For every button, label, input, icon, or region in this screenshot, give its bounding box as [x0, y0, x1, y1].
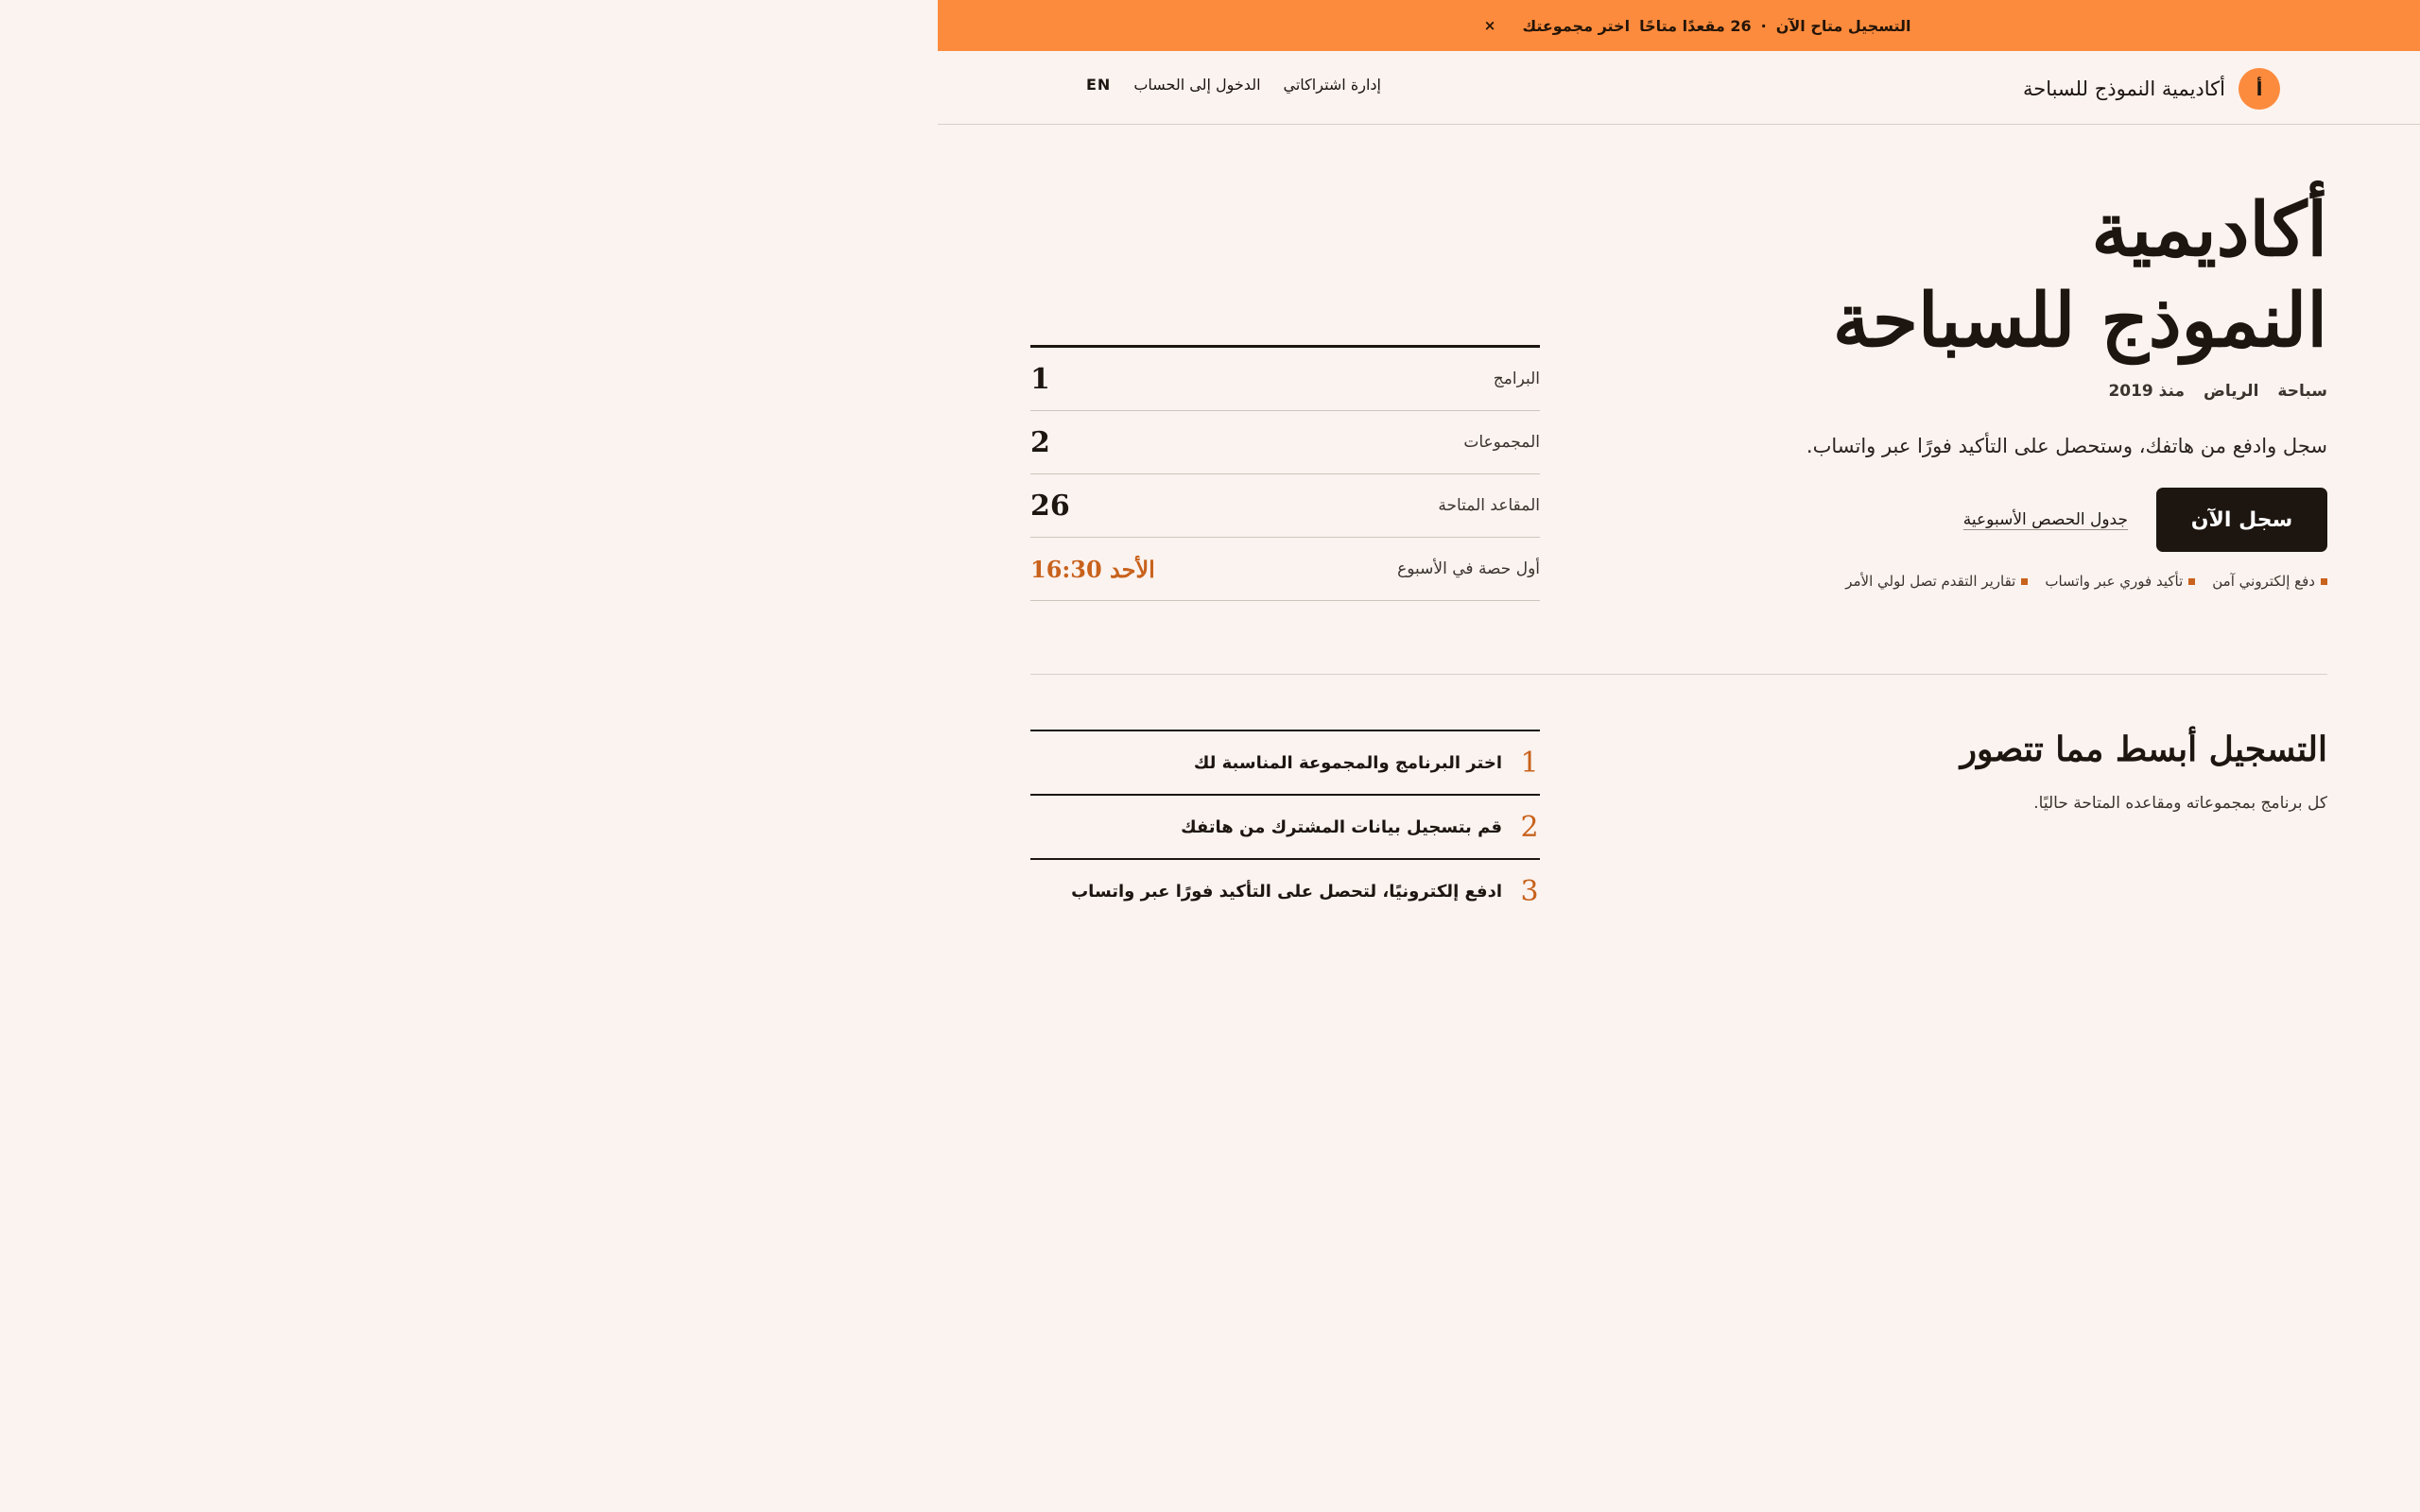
stat-row-first-session — [1030, 538, 1540, 601]
close-icon[interactable]: × — [1483, 17, 1496, 34]
stat-value: 1 — [1030, 362, 1050, 396]
banner-seats-text: 26 مقعدًا متاحًا — [1639, 16, 1752, 35]
language-switch-link[interactable]: EN — [1086, 76, 1112, 94]
brand-logo[interactable] — [2023, 68, 2280, 110]
hero-title-line2: النموذج للسباحة — [1832, 278, 2327, 364]
stat-value: الأحد 16:30 — [1030, 555, 1155, 583]
feature-item: تقارير التقدم تصل لولي الأمر — [1845, 573, 2028, 590]
step-item — [1030, 858, 1540, 922]
login-link[interactable]: الدخول إلى الحساب — [1133, 76, 1261, 94]
banner-choose-group-link[interactable]: اختر مجموعتك — [1522, 16, 1631, 35]
hero-actions — [1963, 488, 2327, 552]
weekly-schedule-link[interactable]: جدول الحصص الأسبوعية — [1962, 510, 2128, 529]
stat-label: البرامج — [1493, 369, 1540, 388]
meta-since: منذ 2019 — [2108, 382, 2185, 401]
stat-row-programs — [1030, 348, 1540, 411]
site-header — [938, 51, 2420, 125]
hero-lead: سجل وادفع من هاتفك، وستحصل على التأكيد فورًا عبر واتساب. — [1806, 435, 2327, 457]
step-number: 2 — [1520, 810, 1539, 844]
step-text: قم بتسجيل بيانات المشترك من هاتفك — [1181, 816, 1502, 837]
feature-list — [1845, 573, 2327, 590]
banner-message — [1522, 17, 1910, 35]
banner-register-text: التسجيل متاح الآن — [1775, 16, 1911, 35]
stat-value: 2 — [1030, 425, 1050, 459]
brand-mark-icon: أ — [2238, 68, 2280, 110]
step-text: ادفع إلكترونيًا، لتحصل على التأكيد فورًا عبر واتساب — [1071, 881, 1502, 902]
registration-steps — [1030, 730, 1540, 922]
step-number: 3 — [1520, 874, 1539, 908]
stat-row-seats — [1030, 474, 1540, 538]
manage-subscriptions-link[interactable]: إدارة اشتراكاتي — [1283, 76, 1381, 94]
hero-title — [1666, 185, 2327, 367]
stat-label: أول حصة في الأسبوع — [1397, 559, 1540, 578]
feature-item: دفع إلكتروني آمن — [2212, 573, 2327, 590]
brand-name: أكاديمية النموذج للسباحة — [2022, 77, 2225, 100]
stats-table — [1030, 345, 1540, 601]
hero-title-line1: أكاديمية — [2091, 187, 2327, 273]
meta-sport: سباحة — [2277, 382, 2327, 401]
section-divider — [1030, 674, 2327, 675]
stat-row-groups — [1030, 411, 1540, 474]
register-now-button[interactable]: سجل الآن — [2156, 488, 2327, 552]
stat-label: المقاعد المتاحة — [1438, 496, 1540, 515]
meta-city: الرياض — [2203, 382, 2259, 401]
step-item — [1030, 730, 1540, 794]
step-text: اختر البرنامج والمجموعة المناسبة لك — [1193, 752, 1502, 773]
announcement-banner — [938, 0, 2420, 51]
stat-label: المجموعات — [1463, 433, 1540, 452]
header-nav — [1086, 76, 1381, 94]
section-subtitle: كل برنامج بمجموعاته ومقاعده المتاحة حاليًا. — [2033, 794, 2327, 813]
step-number: 1 — [1520, 746, 1539, 780]
hero-meta — [2108, 382, 2327, 401]
banner-separator: · — [1760, 16, 1767, 35]
feature-item: تأكيد فوري عبر واتساب — [2045, 573, 2195, 590]
section-title: التسجيل أبسط مما تتصور — [1960, 730, 2327, 769]
step-item — [1030, 794, 1540, 858]
stat-value: 26 — [1030, 489, 1070, 523]
